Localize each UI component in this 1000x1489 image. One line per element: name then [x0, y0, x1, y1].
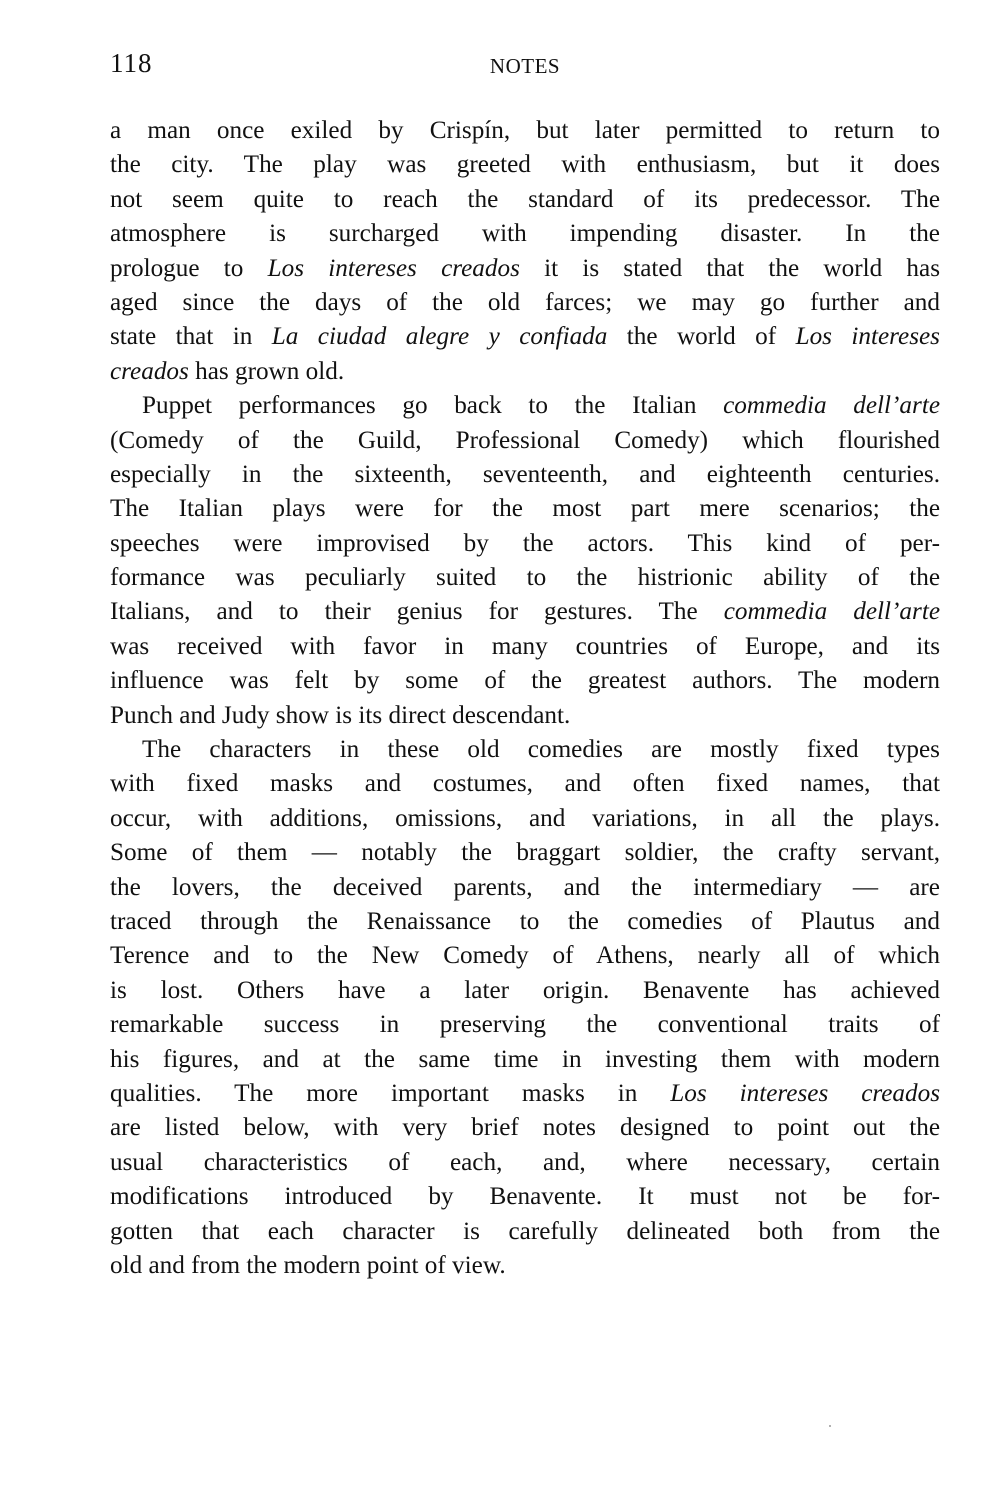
running-header [110, 48, 940, 108]
text-line [110, 1008, 940, 1042]
text-line [110, 733, 940, 767]
text-line [110, 630, 940, 664]
text-line-content [110, 183, 940, 217]
text-line-content [110, 1008, 940, 1042]
text-line [110, 252, 940, 286]
text-line-content [110, 699, 940, 733]
text-line [110, 595, 940, 629]
text-run: remarkable success in preserving the conventional traits of [110, 1011, 940, 1039]
text-run: has grown old. [188, 357, 345, 385]
paragraph-exile-and-reception [110, 114, 940, 389]
text-run: modifications introduced by Benavente. It must not be for- [110, 1183, 940, 1211]
text-run: are listed below, with very brief notes designed to point out the [110, 1114, 940, 1142]
text-line-content [110, 974, 940, 1008]
text-line [110, 1215, 940, 1249]
text-line-content [110, 802, 940, 836]
text-line [110, 1043, 940, 1077]
text-line-content [110, 905, 940, 939]
text-line-content [110, 595, 940, 629]
text-line-content [110, 664, 940, 698]
text-line-content [110, 561, 940, 595]
text-run: atmosphere is surcharged with impending disaster. In the [110, 220, 940, 248]
text-line [110, 217, 940, 251]
text-line [110, 974, 940, 1008]
text-run: occur, with additions, omissions, and variations, in all the plays. [110, 804, 940, 832]
text-line [110, 939, 940, 973]
text-run: gotten that each character is carefully delineated both from the [110, 1217, 940, 1245]
running-title: NOTES [489, 54, 561, 78]
text-line-content [110, 217, 940, 251]
text-line-content [110, 492, 940, 526]
text-run: with fixed masks and costumes, and often fixed names, that [110, 770, 940, 798]
text-run: traced through the Renaissance to the comedies of Plautus and [110, 907, 940, 935]
text-run: qualities. The more important masks in [110, 1079, 671, 1107]
text-run: the city. The play was greeted with enthusiasm, but it does [110, 151, 940, 179]
text-run: influence was felt by some of the greatest authors. The modern [110, 667, 940, 695]
text-run: (Comedy of the Guild, Professional Comedy) which flourished [110, 426, 940, 454]
text-run: the world of [607, 323, 796, 351]
paragraph-commedia-dellarte [110, 389, 940, 733]
text-run: usual characteristics of each, and, where necessary, certain [110, 1148, 940, 1176]
text-line [110, 1146, 940, 1180]
text-run: especially in the sixteenth, seventeenth, and eighteenth centuries. [110, 460, 940, 488]
text-line [110, 183, 940, 217]
italic-title: Los intereses [795, 323, 940, 351]
italic-title: Los intereses creados [267, 254, 520, 282]
text-line [110, 114, 940, 148]
text-line-content [110, 286, 940, 320]
text-line [110, 389, 940, 423]
text-line-content [142, 389, 940, 423]
text-run: Terence and to the New Comedy of Athens, nearly all of which [110, 942, 940, 970]
text-line [110, 1077, 940, 1111]
text-line-content [110, 355, 940, 389]
text-line [110, 836, 940, 870]
text-run: the lovers, the deceived parents, and the intermediary — are [110, 873, 940, 901]
text-run: aged since the days of the old farces; we may go further and [110, 288, 940, 316]
text-line [110, 664, 940, 698]
text-run: a man once exiled by Crispín, but later permitted to return to [110, 117, 940, 144]
text-line-content [110, 1111, 940, 1145]
text-line-content [110, 458, 940, 492]
book-page [110, 0, 940, 1283]
notes-body-text [110, 114, 940, 1283]
text-line [110, 561, 940, 595]
text-line [110, 424, 940, 458]
scan-speck [829, 1425, 831, 1427]
text-line-content [110, 939, 940, 973]
page-number: 118 [110, 48, 153, 78]
text-line [110, 802, 940, 836]
text-line [110, 699, 940, 733]
text-line-content [110, 1215, 940, 1249]
text-run: his figures, and at the same time in investing them with modern [110, 1045, 940, 1073]
text-run: formance was peculiarly suited to the histrionic ability of the [110, 564, 940, 592]
text-line [110, 320, 940, 354]
text-line-content [110, 527, 940, 561]
text-run: it is stated that the world has [519, 254, 940, 282]
text-run: The characters in these old comedies are mostly fixed types [142, 736, 940, 764]
text-line [110, 355, 940, 389]
text-run: Italians, and to their genius for gestures. The [110, 598, 724, 626]
text-line [110, 905, 940, 939]
text-run: Punch and Judy show is its direct descendant. [110, 701, 571, 729]
text-line-content [110, 148, 940, 182]
text-line-content [110, 1180, 940, 1214]
italic-title: creados [110, 357, 189, 385]
text-run: Some of them — notably the braggart soldier, the crafty servant, [110, 839, 940, 867]
text-line-content [110, 767, 940, 801]
text-line [110, 458, 940, 492]
text-line [110, 1180, 940, 1214]
text-line-content [110, 320, 940, 354]
text-line-content [110, 1146, 940, 1180]
text-line-content [110, 871, 940, 905]
text-line [110, 527, 940, 561]
text-line [110, 286, 940, 320]
paragraph-fixed-character-types [110, 733, 940, 1283]
text-run: was received with favor in many countries of Europe, and its [110, 632, 940, 660]
text-line-content [110, 1249, 940, 1283]
text-line-content [110, 424, 940, 458]
text-line-content [110, 1043, 940, 1077]
text-line [110, 492, 940, 526]
text-run: The Italian plays were for the most part mere scenarios; the [110, 495, 940, 523]
italic-title: Los intereses creados [670, 1079, 941, 1107]
text-line-content [142, 733, 940, 767]
text-line-content [110, 114, 940, 148]
text-line-content [110, 1077, 940, 1111]
italic-title: commedia dell’arte [723, 392, 941, 420]
text-line-content [110, 836, 940, 870]
text-run: prologue to [110, 254, 268, 282]
text-line [110, 871, 940, 905]
text-line [110, 767, 940, 801]
text-line [110, 1249, 940, 1283]
text-line [110, 1111, 940, 1145]
italic-title: commedia dell’arte [723, 598, 940, 626]
text-run: not seem quite to reach the standard of its predecessor. The [110, 185, 940, 213]
text-run: speeches were improvised by the actors. This kind of per- [110, 529, 940, 557]
text-line-content [110, 630, 940, 664]
text-run: old and from the modern point of view. [110, 1251, 506, 1279]
text-line [110, 148, 940, 182]
text-run: state that in [110, 323, 272, 351]
text-run: Puppet performances go back to the Italian [142, 392, 724, 420]
italic-title: La ciudad alegre y confiada [271, 323, 608, 351]
text-line-content [110, 252, 940, 286]
text-run: is lost. Others have a later origin. Benavente has achieved [110, 976, 940, 1004]
